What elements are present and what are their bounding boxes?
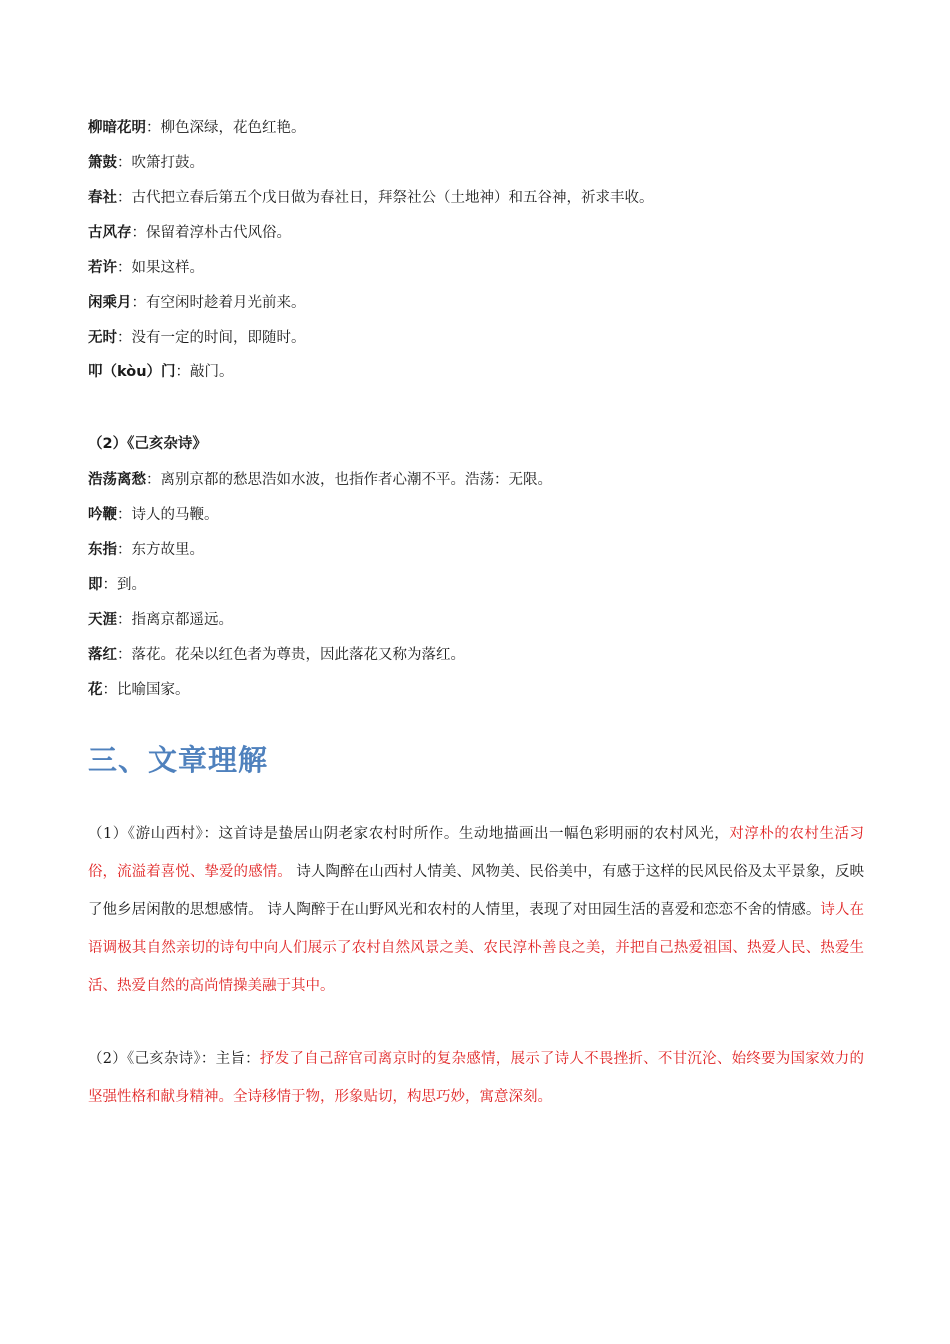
gloss-term: 古风存 (88, 225, 132, 241)
analysis-paragraph-2 (88, 1040, 864, 1116)
gloss-definition: 诗人的马鞭。 (131, 507, 219, 523)
gloss-definition: 古代把立春后第五个戊日做为春社日，拜祭社公（土地神）和五谷神，祈求丰收。 (131, 190, 654, 206)
section-heading: 三、文章理解 (88, 743, 269, 777)
para1-middle: 诗人陶醉在山西村人情美、风物美、民俗美中，有感于这样的民风民俗及太平景象，反映了他乡居闲散的思想感情。 诗人陶醉于在山野风光和农村的人情里，表现了对田园生活的喜爱和恋恋不舍的情感。 (88, 864, 864, 918)
gloss-term: 无时 (88, 330, 117, 346)
gloss-term: 天涯 (88, 612, 117, 628)
gloss-definition: 吹箫打鼓。 (131, 155, 204, 171)
gloss-entry: 浩荡离愁：离别京都的愁思浩如水波，也指作者心潮不平。浩荡：无限。 (88, 472, 552, 488)
gloss-definition: 如果这样。 (131, 260, 204, 276)
gloss-term: 即 (88, 577, 103, 593)
gloss-entry: 落红：落花。花朵以红色者为尊贵，因此落花又称为落红。 (88, 647, 465, 663)
gloss-entry: 吟鞭：诗人的马鞭。 (88, 507, 219, 523)
poem2-subheading: （2）《己亥杂诗》 (88, 436, 207, 452)
gloss-definition: 有空闲时趁着月光前来。 (146, 295, 306, 311)
gloss-definition: 敲门。 (190, 364, 234, 380)
gloss-definition: 比喻国家。 (117, 682, 190, 698)
gloss-entry: 天涯：指离京都遥远。 (88, 612, 233, 628)
gloss-term: 闲乘月 (88, 295, 132, 311)
gloss-entry: 叩（kòu）门：敲门。 (88, 364, 234, 380)
gloss-term: 东指 (88, 542, 117, 558)
gloss-entry: 即：到。 (88, 577, 146, 593)
para1-emphasis-1: 对淳朴的农村生活习俗，流溢着喜悦、挚爱的感情。 (88, 826, 864, 880)
gloss-definition: 东方故里。 (131, 542, 204, 558)
gloss-definition: 落花。花朵以红色者为尊贵，因此落花又称为落红。 (131, 647, 465, 663)
gloss-term: 春社 (88, 190, 117, 206)
gloss-term: 花 (88, 682, 103, 698)
gloss-term: 柳暗花明 (88, 120, 146, 136)
para1-emphasis-2: 诗人在语调极其自然亲切的诗句中向人们展示了农村自然风景之美、农民淳朴善良之美，并把自己热爱祖国、热爱人民、热爱生活、热爱自然的高尚情操美融于其中。 (88, 902, 864, 994)
gloss-definition: 到。 (117, 577, 146, 593)
gloss-entry: 柳暗花明：柳色深绿，花色红艳。 (88, 120, 306, 136)
gloss-entry: 春社：古代把立春后第五个戊日做为春社日，拜祭社公（土地神）和五谷神，祈求丰收。 (88, 190, 654, 206)
gloss-entry: 箫鼓：吹箫打鼓。 (88, 155, 204, 171)
gloss-definition: 指离京都遥远。 (131, 612, 233, 628)
gloss-term: 若许 (88, 260, 117, 276)
para2-emphasis: 抒发了自己辞官司离京时的复杂感情，展示了诗人不畏挫折、不甘沉沦、始终要为国家效力的坚强性格和献身精神。全诗移情于物，形象贴切，构思巧妙，寓意深刻。 (88, 1051, 864, 1105)
gloss-definition: 柳色深绿，花色红艳。 (160, 120, 306, 136)
gloss-term: 吟鞭 (88, 507, 117, 523)
gloss-entry: 若许：如果这样。 (88, 260, 204, 276)
gloss-entry: 闲乘月：有空闲时趁着月光前来。 (88, 295, 306, 311)
gloss-definition: 没有一定的时间，即随时。 (131, 330, 306, 346)
gloss-definition: 保留着淳朴古代风俗。 (146, 225, 291, 241)
gloss-entry: 古风存：保留着淳朴古代风俗。 (88, 225, 291, 241)
gloss-definition: 离别京都的愁思浩如水波，也指作者心潮不平。浩荡：无限。 (160, 472, 552, 488)
gloss-term: 箫鼓 (88, 155, 117, 171)
para2-lead: （2）《己亥杂诗》：主旨： (88, 1051, 260, 1067)
analysis-paragraph-1 (88, 815, 864, 1005)
para1-lead: （1）《游山西村》：这首诗是蛰居山阴老家农村时所作。生动地描画出一幅色彩明丽的农村风光， (88, 826, 730, 842)
gloss-term: 浩荡离愁 (88, 472, 146, 488)
gloss-term: 叩（kòu）门 (88, 364, 176, 380)
gloss-term: 落红 (88, 647, 117, 663)
gloss-entry: 无时：没有一定的时间，即随时。 (88, 330, 306, 346)
gloss-entry: 花：比喻国家。 (88, 682, 190, 698)
gloss-entry: 东指：东方故里。 (88, 542, 204, 558)
